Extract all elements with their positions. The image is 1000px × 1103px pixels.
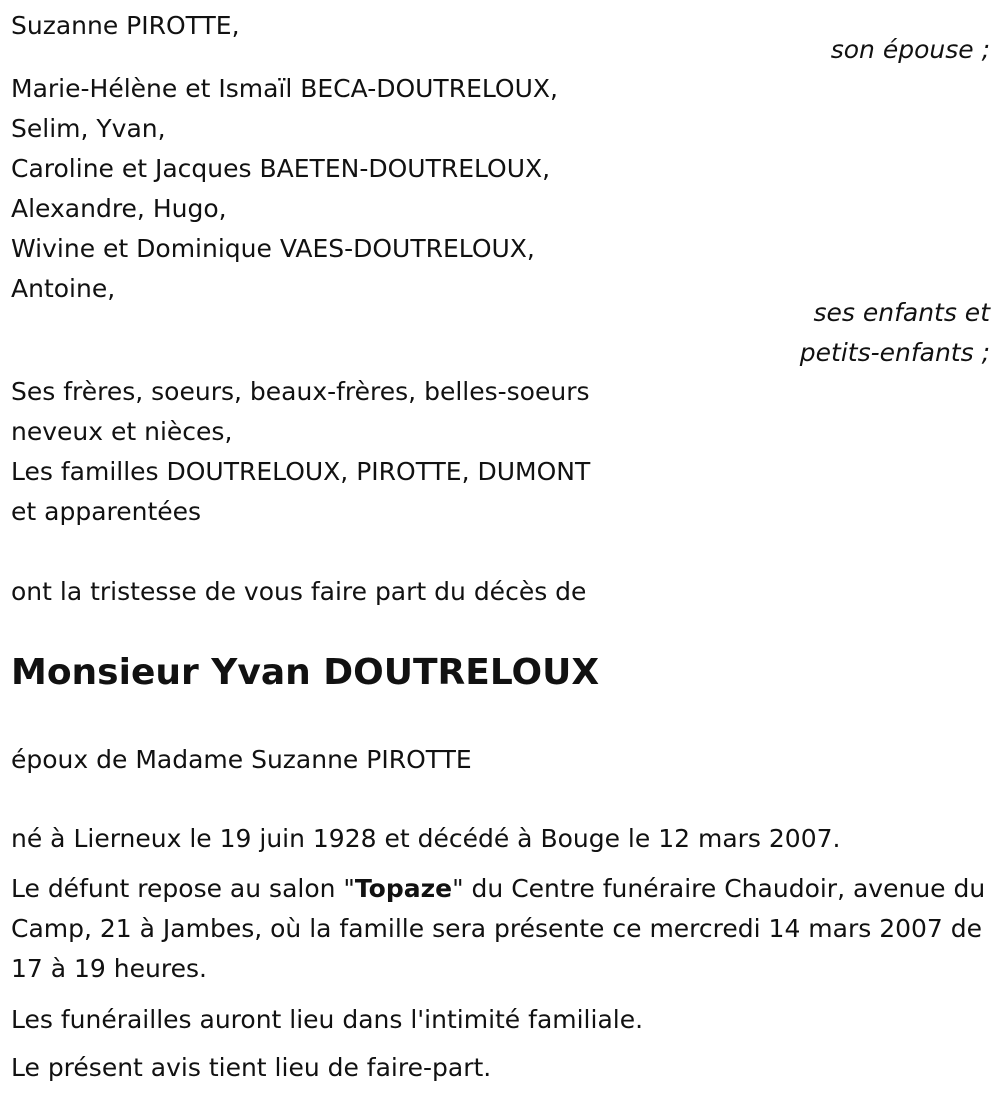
family-line: Ses frères, soeurs, beaux-frères, belles-soeurs [11, 377, 590, 406]
salon-name: Topaze [354, 874, 453, 903]
children-role-line2: petits-enfants ; [799, 338, 990, 367]
family-line: et apparentées [11, 497, 202, 526]
notice-line: Le présent avis tient lieu de faire-part. [11, 1053, 492, 1082]
repose-paragraph [11, 869, 991, 989]
family-line: neveux et nièces, [11, 417, 233, 446]
repose-suffix: " du Centre funéraire Chaudoir, avenue du Camp, 21 à Jambes, où la famille sera présente ce mercredi 14 mars 2007 de 17 à 19 heures. [11, 874, 986, 983]
family-line: Les familles DOUTRELOUX, PIROTTE, DUMONT [11, 457, 591, 486]
children-line: Alexandre, Hugo, [11, 194, 227, 223]
children-role-line1: ses enfants et [813, 298, 990, 327]
birth-death-line: né à Lierneux le 19 juin 1928 et décédé à Bouge le 12 mars 2007. [11, 824, 841, 853]
children-line: Wivine et Dominique VAES-DOUTRELOUX, [11, 234, 535, 263]
children-line: Antoine, [11, 274, 116, 303]
children-line: Marie-Hélène et Ismaïl BECA-DOUTRELOUX, [11, 74, 558, 103]
deceased-spouse-line: époux de Madame Suzanne PIROTTE [11, 745, 472, 774]
deceased-name: Monsieur Yvan DOUTRELOUX [11, 652, 600, 693]
spouse-role: son épouse ; [830, 35, 990, 64]
funeral-line: Les funérailles auront lieu dans l'intimité familiale. [11, 1005, 644, 1034]
children-line: Caroline et Jacques BAETEN-DOUTRELOUX, [11, 154, 551, 183]
repose-prefix: Le défunt repose au salon " [11, 874, 355, 903]
children-line: Selim, Yvan, [11, 114, 166, 143]
spouse-name: Suzanne PIROTTE, [11, 11, 240, 40]
announcement-text: ont la tristesse de vous faire part du décès de [11, 577, 587, 606]
